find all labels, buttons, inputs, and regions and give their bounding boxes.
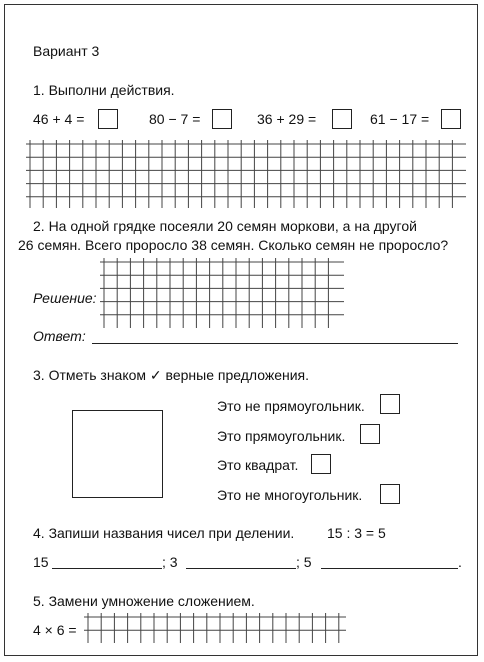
statement-2: Это прямоугольник. bbox=[217, 428, 346, 444]
statement-4-checkbox[interactable] bbox=[380, 484, 400, 504]
square-figure bbox=[72, 410, 163, 498]
variant-title: Вариант 3 bbox=[33, 43, 100, 59]
task4-line-2[interactable] bbox=[186, 568, 296, 569]
statement-4: Это не многоугольник. bbox=[217, 487, 363, 503]
statement-3-checkbox[interactable] bbox=[311, 454, 331, 474]
task1-expression-3: 36 + 29 = bbox=[257, 111, 317, 127]
task4-title: 4. Запиши названия чисел при делении. bbox=[33, 525, 295, 541]
answer-label: Ответ: bbox=[33, 328, 86, 344]
task1-expression-4: 61 − 17 = bbox=[370, 111, 430, 127]
task4-expression: 15 : 3 = 5 bbox=[327, 525, 386, 541]
task4-period: . bbox=[458, 554, 462, 570]
task2-text-line1: 2. На одной грядке посеяли 20 семян моркови, а на другой bbox=[33, 218, 417, 234]
statement-1-checkbox[interactable] bbox=[380, 394, 400, 414]
task2-text-line2: 26 семян. Всего проросло 38 семян. Сколько семян не проросло? bbox=[18, 237, 449, 253]
statement-2-checkbox[interactable] bbox=[360, 424, 380, 444]
task1-answer-box-1[interactable] bbox=[98, 109, 118, 129]
task4-line-1[interactable] bbox=[52, 568, 162, 569]
task1-answer-box-2[interactable] bbox=[212, 109, 232, 129]
task4-item-15: 15 bbox=[33, 554, 49, 570]
answer-line[interactable] bbox=[92, 343, 458, 344]
solution-label: Решение: bbox=[33, 290, 97, 306]
task4-item-3: ; 3 bbox=[162, 554, 178, 570]
task4-line-3[interactable] bbox=[321, 568, 458, 569]
task1-title: 1. Выполни действия. bbox=[33, 82, 175, 98]
task1-expression-1: 46 + 4 = bbox=[33, 111, 85, 127]
task5-work-grid[interactable] bbox=[84, 613, 346, 643]
statement-1: Это не прямоугольник. bbox=[217, 398, 365, 414]
statement-3: Это квадрат. bbox=[217, 457, 299, 473]
task2-solution-grid[interactable] bbox=[100, 258, 344, 328]
task1-expression-2: 80 − 7 = bbox=[149, 111, 201, 127]
task1-work-grid[interactable] bbox=[26, 140, 466, 208]
task4-item-5: ; 5 bbox=[296, 554, 312, 570]
task5-expression: 4 × 6 = bbox=[33, 622, 77, 638]
task5-title: 5. Замени умножение сложением. bbox=[33, 593, 255, 609]
task1-answer-box-4[interactable] bbox=[441, 109, 461, 129]
task3-title: 3. Отметь знаком ✓ верные предложения. bbox=[33, 367, 310, 383]
task1-answer-box-3[interactable] bbox=[332, 109, 352, 129]
